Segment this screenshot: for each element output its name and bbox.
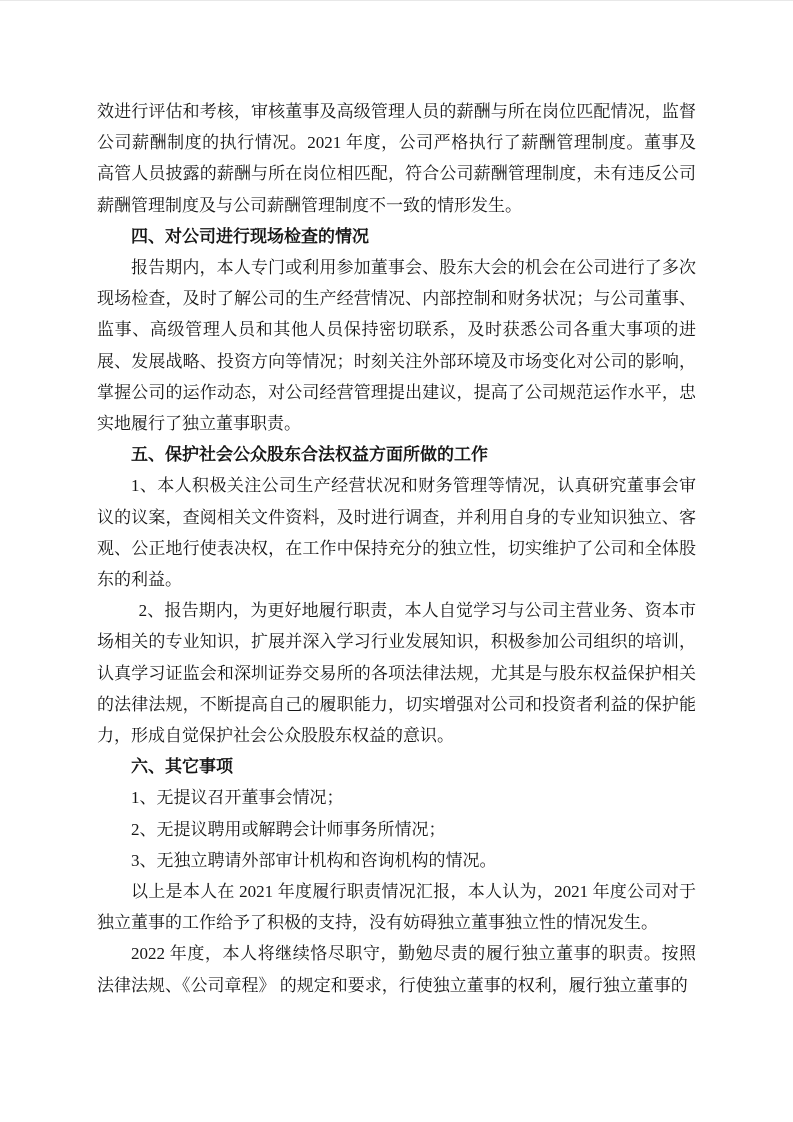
document-body bbox=[97, 96, 696, 1001]
paragraph-2021-summary: 以上是本人在 2021 年度履行职责情况汇报，本人认为，2021 年度公司对于独立董事的工作给予了积极的支持，没有妨碍独立董事独立性的情况发生。 bbox=[97, 882, 696, 933]
section-heading-4-onsite-inspection: 四、对公司进行现场检查的情况 bbox=[131, 226, 369, 246]
paragraph-2022-outlook: 2022 年度，本人将继续恪尽职守，勤勉尽责的履行独立董事的职责。按照法律法规、《公司章程》 的规定和要求，行使独立董事的权利，履行独立董事的 bbox=[97, 944, 696, 995]
paragraph-other-item-3: 3、无独立聘请外部审计机构和咨询机构的情况。 bbox=[131, 850, 497, 870]
section-heading-5-shareholder-rights-protection: 五、保护社会公众股东合法权益方面所做的工作 bbox=[131, 445, 488, 465]
section-heading-6-other-matters: 六、其它事项 bbox=[131, 757, 233, 777]
paragraph-salary-supervision-continuation: 效进行评估和考核，审核董事及高级管理人员的薪酬与所在岗位匹配情况，监督公司薪酬制度的执行情况。2021 年度，公司严格执行了薪酬管理制度。董事及高管人员披露的薪酬与所在岗位相匹配，符合公司薪酬管理制度，未有违反公司薪酬管理制度及与公司薪酬管理制度不一致的情形发生。 bbox=[97, 102, 696, 215]
paragraph-other-item-1: 1、无提议召开董事会情况； bbox=[131, 788, 344, 808]
paragraph-onsite-inspection: 报告期内，本人专门或利用参加董事会、股东大会的机会在公司进行了多次现场检查，及时了解公司的生产经营情况、内部控制和财务状况；与公司董事、监事、高级管理人员和其他人员保持密切联系，及时获悉公司各重大事项的进展、发展战略、投资方向等情况；时刻关注外部环境及市场变化对公司的影响，掌握公司的运作动态，对公司经营管理提出建议，提高了公司规范运作水平，忠实地履行了独立董事职责。 bbox=[97, 258, 696, 434]
paragraph-rights-item-2: 2、报告期内，为更好地履行职责，本人自觉学习与公司主营业务、资本市场相关的专业知识，扩展并深入学习行业发展知识，积极参加公司组织的培训，认真学习证监会和深圳证券交易所的各项法律法规，尤其是与股东权益保护相关的法律法规，不断提高自己的履职能力，切实增强对公司和投资者利益的保护能力，形成自觉保护社会公众股股东权益的意识。 bbox=[97, 601, 696, 746]
paragraph-other-item-2: 2、无提议聘用或解聘会计师事务所情况； bbox=[131, 819, 446, 839]
paragraph-rights-item-1: 1、本人积极关注公司生产经营状况和财务管理等情况，认真研究董事会审议的议案，查阅相关文件资料，及时进行调查，并利用自身的专业知识独立、客观、公正地行使表决权，在工作中保持充分的独立性，切实维护了公司和全体股东的利益。 bbox=[97, 476, 696, 590]
